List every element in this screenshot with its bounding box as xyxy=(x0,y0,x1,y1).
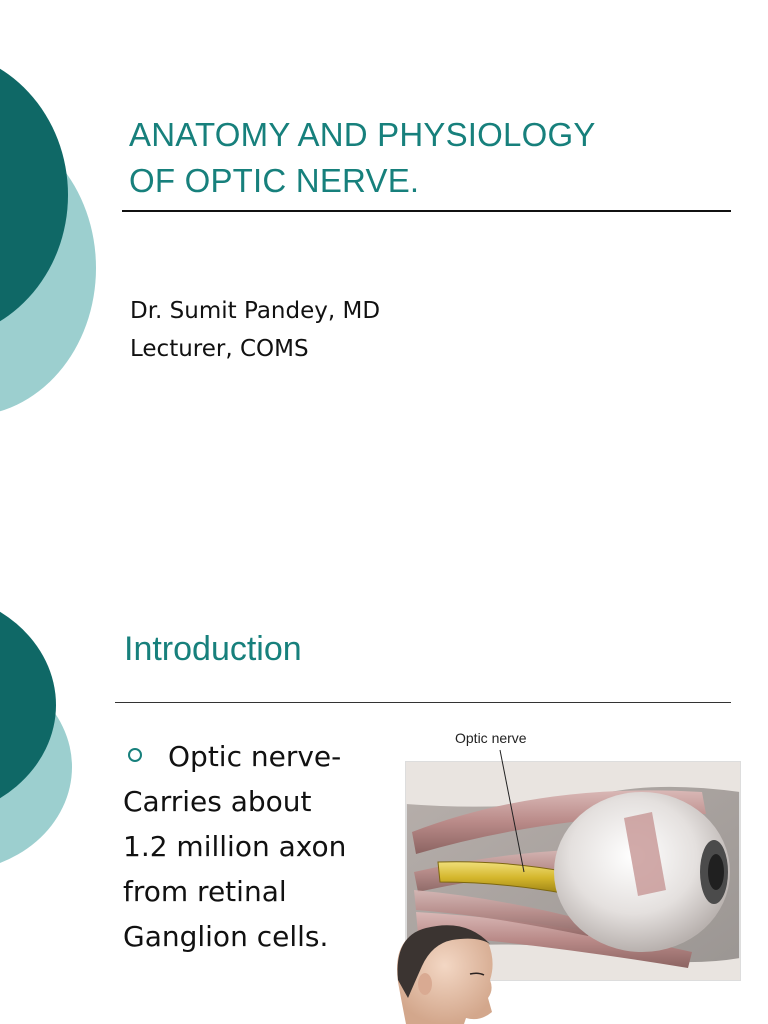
bullet-line: Carries about xyxy=(123,785,312,818)
introduction-slide xyxy=(0,512,768,1024)
section-heading: Introduction xyxy=(124,630,302,668)
author-name: Dr. Sumit Pandey, MD xyxy=(130,298,381,324)
optic-nerve-illustration xyxy=(392,722,742,1024)
title-divider xyxy=(122,210,731,212)
bullet-circle-icon xyxy=(128,748,142,762)
figure-label: Optic nerve xyxy=(455,730,527,746)
heading-divider xyxy=(115,702,731,703)
bullet-line: Ganglion cells. xyxy=(123,920,329,953)
bullet-line: 1.2 million axon xyxy=(123,830,347,863)
bullet-line: Optic nerve- xyxy=(168,740,342,773)
slide-title xyxy=(129,112,596,204)
slide-title-line2: OF OPTIC NERVE. xyxy=(129,162,420,199)
eye-anatomy-image xyxy=(392,722,742,1024)
author-role: Lecturer, COMS xyxy=(130,336,309,362)
author-block xyxy=(130,292,380,368)
slide-title-line1: ANATOMY AND PHYSIOLOGY xyxy=(129,116,596,153)
bullet-item xyxy=(123,734,388,959)
bullet-line: from retinal xyxy=(123,875,287,908)
